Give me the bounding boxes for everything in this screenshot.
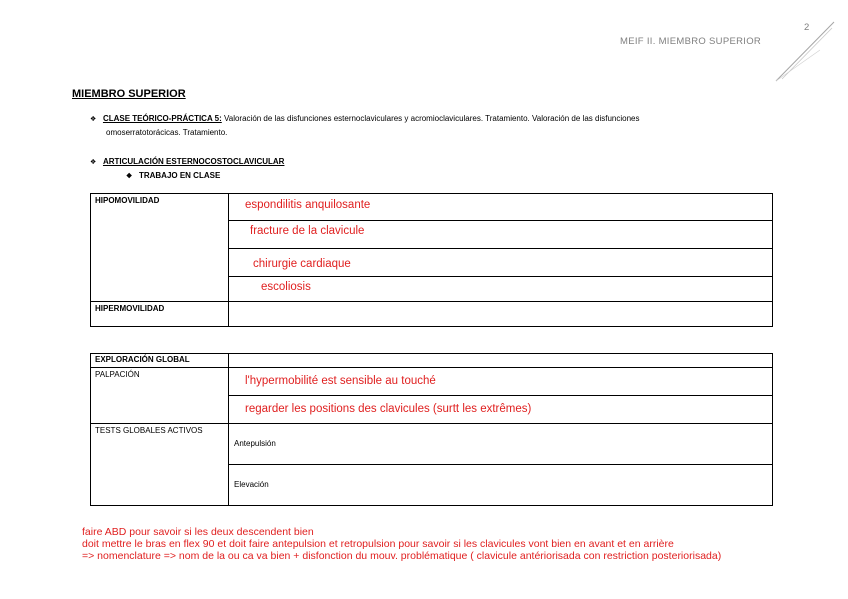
hipo-entry-2: fracture de la clavicule [250, 225, 365, 237]
palpacion-cell-2 [229, 396, 773, 424]
notes-block [82, 526, 721, 562]
trabajo-label: TRABAJO EN CLASE [138, 171, 221, 180]
note-line-2: doit mettre le bras en flex 90 et doit faire antepulsion et retropulsion pour savoir si les clavicules vont bien en avant et en arrière [82, 538, 674, 550]
clase-label: CLASE TEÓRICO-PRÁCTICA 5: [102, 114, 222, 123]
palpacion-cell-1 [229, 368, 773, 396]
hipo-cell-2 [229, 221, 773, 249]
bullet-articulacion [90, 157, 284, 166]
header-title: MEIF II. MIEMBRO SUPERIOR [620, 36, 762, 47]
hipo-cell-3 [229, 249, 773, 277]
movility-table [90, 193, 773, 327]
bullet-icon: ❖ [90, 116, 97, 123]
section-title: MIEMBRO SUPERIOR [72, 88, 186, 100]
note-line-1: faire ABD pour savoir si les deux descendent bien [82, 526, 314, 538]
hipo-cell-1 [229, 194, 773, 221]
tests-globales-label: TESTS GLOBALES ACTIVOS [91, 424, 229, 506]
tests-cell-1 [229, 424, 773, 465]
clase-text: Valoración de las disfunciones esternoclaviculares y acromioclaviculares. Tratamiento. Valoración de las disfunciones [221, 114, 640, 123]
test-entry-antepulsion: Antepulsión [234, 439, 276, 448]
test-entry-elevacion: Elevación [234, 480, 269, 489]
exploracion-global-label: EXPLORACIÓN GLOBAL [91, 354, 229, 368]
exploracion-global-cell [229, 354, 773, 368]
bullet-icon: ❖ [90, 159, 97, 166]
palpacion-entry-2: regarder les positions des clavicules (surtt les extrêmes) [245, 403, 532, 415]
hipermovilidad-label: HIPERMOVILIDAD [91, 302, 229, 327]
header-decorative-lines [0, 0, 848, 100]
hipomovilidad-label: HIPOMOVILIDAD [91, 194, 229, 302]
tests-cell-2 [229, 465, 773, 506]
decor-line-1 [776, 22, 834, 81]
page-number: 2 [804, 22, 810, 33]
hiper-cell [229, 302, 773, 327]
bullet-trabajo [126, 171, 220, 180]
palpacion-entry-1: l'hypermobilité est sensible au touché [245, 375, 436, 387]
palpacion-label: PALPACIÓN [91, 368, 229, 424]
bullet-icon: ❖ [126, 173, 133, 180]
hipo-entry-1: espondilitis anquilosante [245, 199, 371, 211]
articulacion-label: ARTICULACIÓN ESTERNOCOSTOCLAVICULAR [102, 157, 285, 166]
hipo-entry-3: chirurgie cardiaque [253, 258, 351, 270]
note-line-3: => nomenclature => nom de la ou ca va bien + disfonction du mouv. problématique ( clavicule antériorisada con restriction posteriorisada) [82, 550, 722, 562]
bullet-clase [90, 112, 780, 139]
exploracion-table [90, 353, 773, 506]
hipo-entry-4: escoliosis [261, 281, 311, 293]
clase-text-cont: omoserratotorácicas. Tratamiento. [106, 128, 228, 137]
decor-line-3 [776, 50, 820, 81]
hipo-cell-4 [229, 277, 773, 302]
